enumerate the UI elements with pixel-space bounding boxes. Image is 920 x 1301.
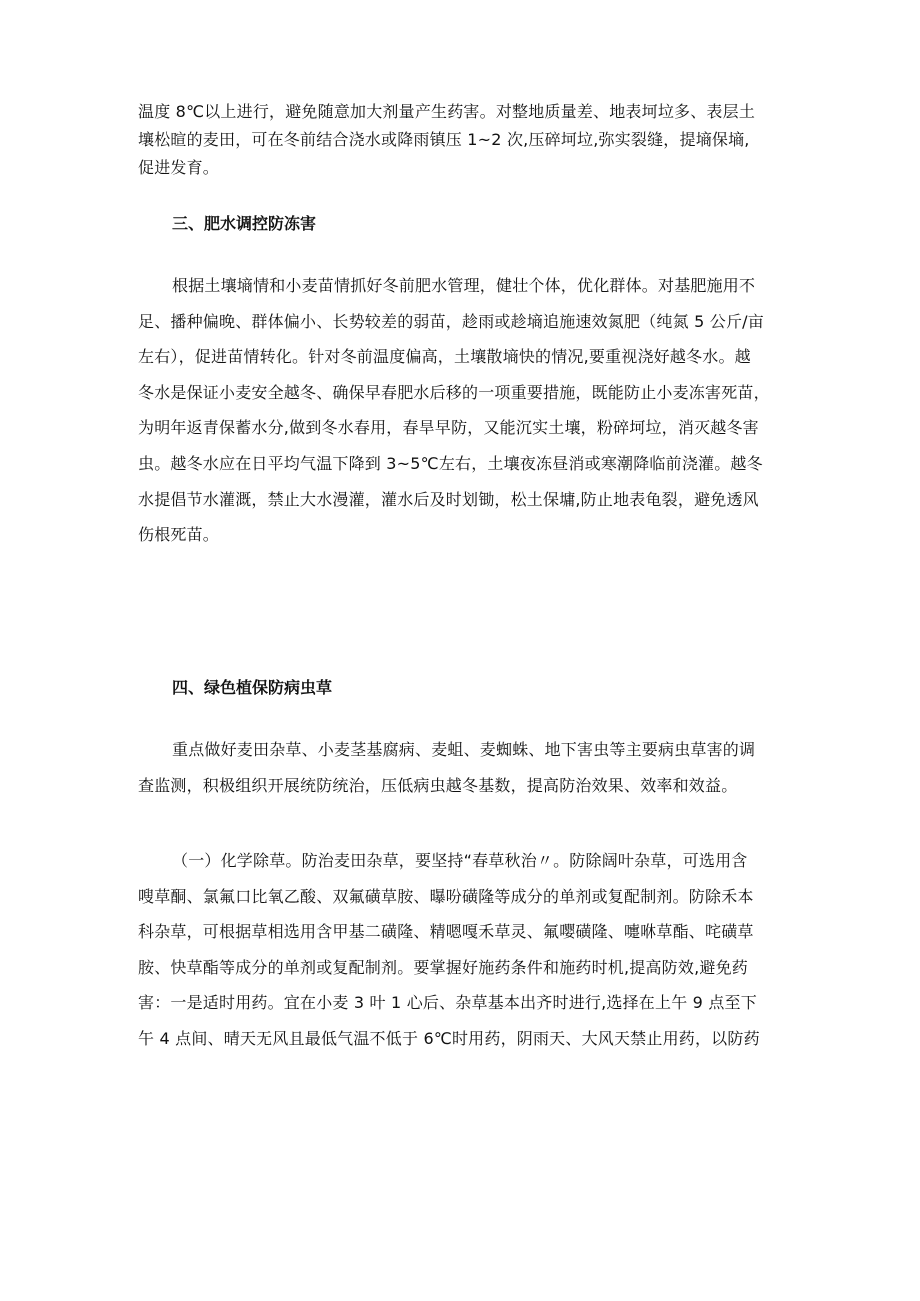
paragraph-2-line-5: 为明年返青保蓄水分,做到冬水春用，春旱早防，又能沉实土壤，粉碎坷垃，消灭越冬害 xyxy=(138,418,759,438)
paragraph-2 xyxy=(138,268,798,553)
paragraph-4-line-4: 胺、快草酯等成分的单剂或复配制剂。要掌握好施药条件和施药时机,提高防效,避免药 xyxy=(138,957,748,977)
section-heading-3: 三、肥水调控防冻害 xyxy=(172,214,317,233)
paragraph-4-line-3: 科杂草，可根据草相选用含甲基二磺隆、精嗯嘎禾草灵、氟嘤磺隆、嚏咻草酯、咤磺草 xyxy=(138,922,754,942)
paragraph-3-line-2: 查监测，积极组织开展统防统治，压低病虫越冬基数，提高防治效果、效率和效益。 xyxy=(138,775,738,795)
paragraph-1-line-1: 温度 8℃以上进行，避免随意加大剂量产生药害。对整地质量差、地表坷垃多、表层土 xyxy=(138,102,756,121)
paragraph-2-line-8: 伤根死苗。 xyxy=(138,525,220,545)
paragraph-2-line-6: 虫。越冬水应在日平均气温下降到 3~5℃左右，土壤夜冻昼消或寒潮降临前浇灌。越冬 xyxy=(138,453,763,473)
paragraph-3 xyxy=(138,732,798,803)
section-heading-4: 四、绿色植保防病虫草 xyxy=(172,678,333,697)
paragraph-2-line-1: 根据土壤墒情和小麦苗情抓好冬前肥水管理，健壮个体，优化群体。对基肥施用不 xyxy=(172,276,756,295)
paragraph-1-line-3: 促进发育。 xyxy=(138,158,220,177)
paragraph-2-line-7: 水提倡节水灌溉，禁止大水漫灌，灌水后及时划锄，松土保墉,防止地表龟裂，避免透风 xyxy=(138,489,759,509)
paragraph-1 xyxy=(138,98,798,182)
paragraph-4-line-5: 害：一是适时用药。宜在小麦 3 叶 1 心后、杂草基本出齐时进行,选择在上午 9 点至下 xyxy=(138,993,757,1013)
paragraph-4-line-2: 嗖草酮、氯氟口比氧乙酸、双氟磺草胺、曝吩磺隆等成分的单剂或复配制剂。防除禾本 xyxy=(138,886,754,906)
paragraph-1-line-2: 壤松暄的麦田，可在冬前结合浇水或降雨镇压 1~2 次,压碎坷垃,弥实裂缝，提墒保墒, xyxy=(138,130,750,149)
paragraph-4-line-6: 午 4 点间、晴天无风且最低气温不低于 6℃时用药，阴雨天、大风天禁止用药，以防药 xyxy=(138,1028,760,1048)
paragraph-4 xyxy=(138,843,798,1057)
paragraph-3-line-1: 重点做好麦田杂草、小麦茎基腐病、麦蛆、麦蜘蛛、地下害虫等主要病虫草害的调 xyxy=(172,740,756,759)
paragraph-2-line-2: 足、播种偏晚、群体偏小、长势较差的弱苗，趁雨或趁墒追施速效氮肥（纯氮 5 公斤/亩 xyxy=(138,311,764,331)
paragraph-4-line-1: （一）化学除草。防治麦田杂草，要坚持“春草秋治〃。防除阔叶杂草，可选用含 xyxy=(172,851,748,870)
paragraph-2-line-3: 左右），促进苗情转化。针对冬前温度偏高，土壤散墒快的情况,要重视浇好越冬水。越 xyxy=(138,347,751,367)
paragraph-2-line-4: 冬水是保证小麦安全越冬、确保早春肥水后移的一项重要措施，既能防止小麦冻害死苗， xyxy=(138,382,770,402)
